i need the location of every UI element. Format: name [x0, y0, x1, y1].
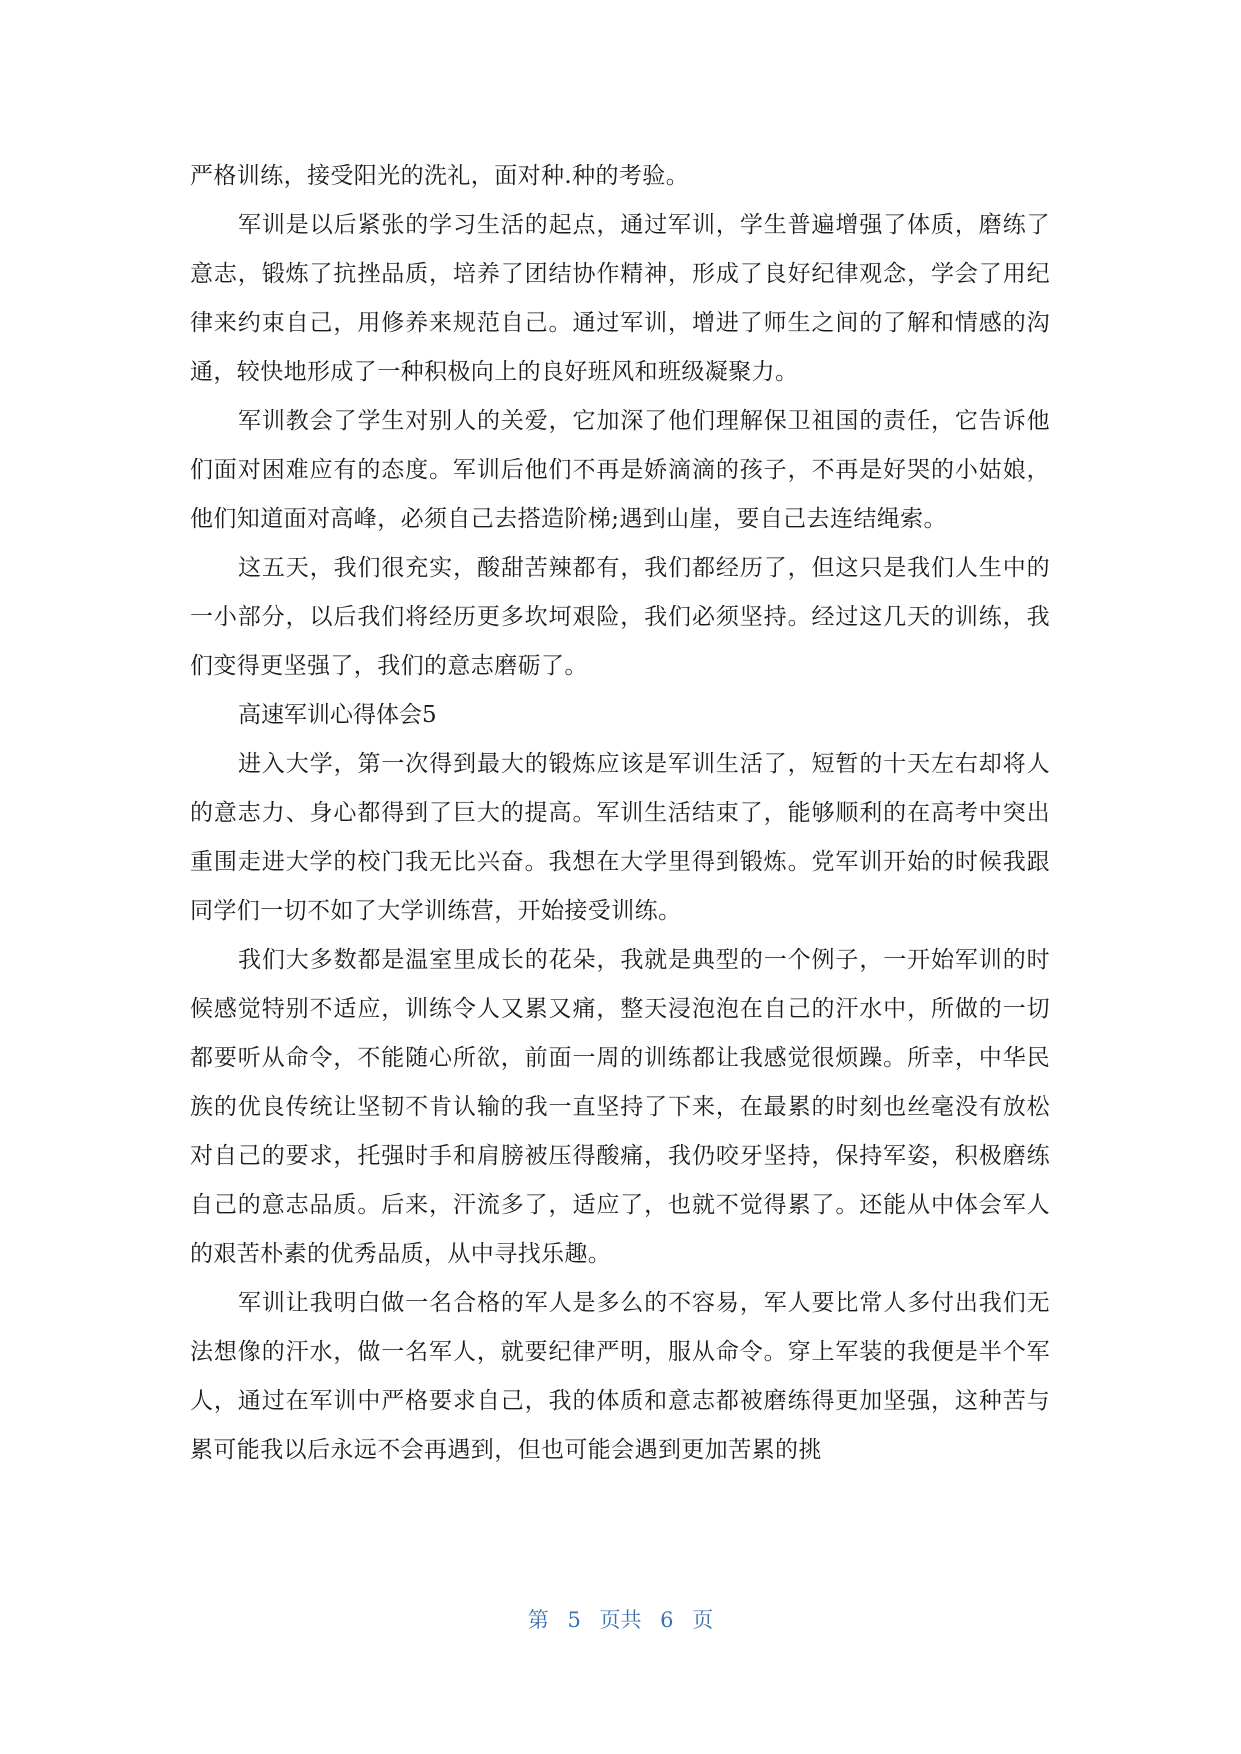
document-body — [190, 152, 1050, 1475]
paragraph: 我们大多数都是温室里成长的花朵，我就是典型的一个例子，一开始军训的时候感觉特别不适应，训练令人又累又痛，整天浸泡泡在自己的汗水中，所做的一切都要听从命令，不能随心所欲，前面一周的训练都让我感觉很烦躁。所幸，中华民族的优良传统让坚韧不肯认输的我一直坚持了下来，在最累的时刻也丝毫没有放松对自己的要求，托强时手和肩膀被压得酸痛，我仍咬牙坚持，保持军姿，积极磨练自己的意志品质。后来，汗流多了，适应了，也就不觉得累了。还能从中体会军人的艰苦朴素的优秀品质，从中寻找乐趣。 — [190, 947, 1050, 1267]
paragraph: 进入大学，第一次得到最大的锻炼应该是军训生活了，短暂的十天左右却将人的意志力、身心都得到了巨大的提高。军训生活结束了，能够顺利的在高考中突出重围走进大学的校门我无比兴奋。我想在大学里得到锻炼。党军训开始的时候我跟同学们一切不如了大学训练营，开始接受训练。 — [190, 751, 1050, 924]
paragraph: 这五天，我们很充实，酸甜苦辣都有，我们都经历了，但这只是我们人生中的一小部分，以后我们将经历更多坎坷艰险，我们必须坚持。经过这几天的训练，我们变得更坚强了，我们的意志磨砺了。 — [190, 555, 1050, 679]
page-number-footer: 第 5 页共 6 页 — [527, 1608, 714, 1632]
paragraph: 严格训练，接受阳光的洗礼，面对种.种的考验。 — [190, 163, 690, 189]
section-heading: 高速军训心得体会5 — [238, 702, 437, 728]
paragraph: 军训是以后紧张的学习生活的起点，通过军训，学生普遍增强了体质，磨练了意志，锻炼了抗挫品质，培养了团结协作精神，形成了良好纪律观念，学会了用纪律来约束自己，用修养来规范自己。通过军训，增进了师生之间的了解和情感的沟通，较快地形成了一种积极向上的良好班风和班级凝聚力。 — [190, 212, 1050, 385]
paragraph: 军训教会了学生对别人的关爱，它加深了他们理解保卫祖国的责任，它告诉他们面对困难应有的态度。军训后他们不再是娇滴滴的孩子，不再是好哭的小姑娘，他们知道面对高峰，必须自己去搭造阶梯;遇到山崖，要自己去连结绳索。 — [190, 408, 1050, 532]
paragraph: 军训让我明白做一名合格的军人是多么的不容易，军人要比常人多付出我们无法想像的汗水，做一名军人，就要纪律严明，服从命令。穿上军装的我便是半个军人，通过在军训中严格要求自己，我的体质和意志都被磨练得更加坚强，这种苦与累可能我以后永远不会再遇到，但也可能会遇到更加苦累的挑 — [190, 1290, 1050, 1463]
